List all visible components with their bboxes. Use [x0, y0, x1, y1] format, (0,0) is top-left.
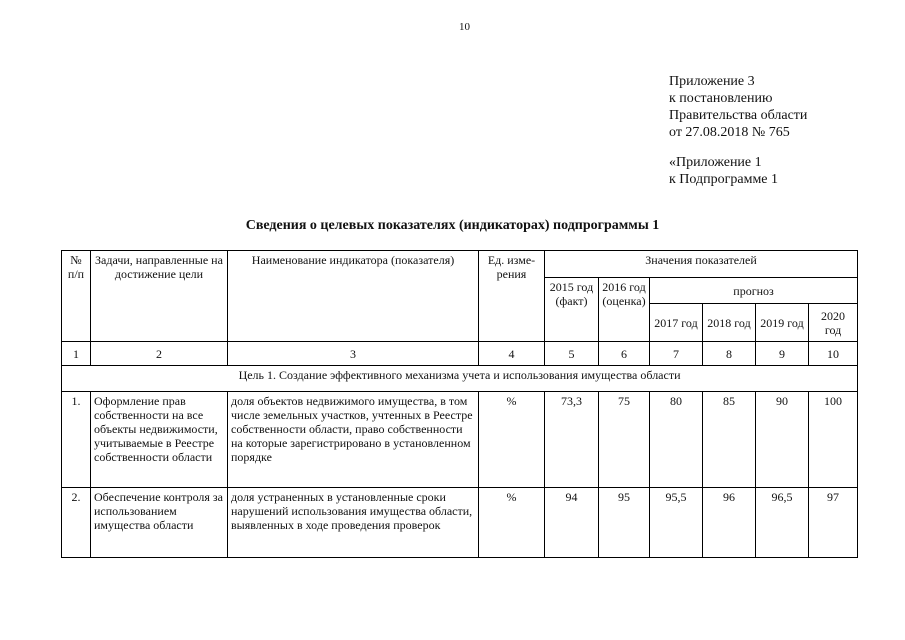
col-number: 3: [228, 342, 479, 366]
goal-row: Цель 1. Создание эффективного механизма учета и использования имущества области: [62, 366, 858, 392]
appendix-block: [669, 73, 807, 141]
page-number: 10: [459, 21, 470, 33]
row-indicator: доля устраненных в установленные сроки нарушений использования имущества области, выявленных в ходе проведения проверок: [228, 488, 479, 558]
col-number: 1: [62, 342, 91, 366]
appendix-prev-block: [669, 154, 778, 188]
header-2017: 2017 год: [650, 304, 703, 342]
row-2018: 85: [703, 392, 756, 488]
row-2016: 75: [599, 392, 650, 488]
header-num: № п/п: [62, 251, 91, 342]
row-2018: 96: [703, 488, 756, 558]
row-task: Оформление прав собственности на все объекты недвижимости, учитываемые в Реестре собственности области: [91, 392, 228, 488]
row-2017: 95,5: [650, 488, 703, 558]
col-number: 5: [545, 342, 599, 366]
header-2019: 2019 год: [756, 304, 809, 342]
col-number: 8: [703, 342, 756, 366]
row-2020: 100: [809, 392, 858, 488]
appendix-line: к постановлению: [669, 91, 773, 106]
col-number: 7: [650, 342, 703, 366]
col-number: 9: [756, 342, 809, 366]
header-unit: Ед. изме-рения: [479, 251, 545, 342]
appendix-prev-line: «Приложение 1: [669, 155, 762, 170]
document-title: Сведения о целевых показателях (индикаторах) подпрограммы 1: [245, 218, 660, 233]
header-2018: 2018 год: [703, 304, 756, 342]
row-2016: 95: [599, 488, 650, 558]
appendix-prev-line: к Подпрограмме 1: [669, 172, 779, 187]
header-2016: 2016 год (оценка): [599, 278, 650, 342]
col-number: 10: [809, 342, 858, 366]
row-unit: %: [479, 392, 545, 488]
col-number: 2: [91, 342, 228, 366]
header-values: Значения показателей: [545, 251, 858, 278]
row-2019: 90: [756, 392, 809, 488]
row-task: Обеспечение контроля за использованием имущества области: [91, 488, 228, 558]
row-2019: 96,5: [756, 488, 809, 558]
row-num: 2.: [62, 488, 91, 558]
indicators-table: [61, 250, 858, 558]
row-2020: 97: [809, 488, 858, 558]
header-tasks: Задачи, направленные на достижение цели: [91, 251, 228, 342]
col-number: 4: [479, 342, 545, 366]
row-num: 1.: [62, 392, 91, 488]
table-row: [62, 392, 858, 488]
row-unit: %: [479, 488, 545, 558]
header-indicator: Наименование индикатора (показателя): [228, 251, 479, 342]
table-row: [62, 488, 858, 558]
header-2020: 2020 год: [809, 304, 858, 342]
appendix-line: Правительства области: [669, 108, 808, 123]
header-forecast: прогноз: [650, 278, 858, 304]
row-2015: 94: [545, 488, 599, 558]
col-number: 6: [599, 342, 650, 366]
row-2017: 80: [650, 392, 703, 488]
appendix-line: Приложение 3: [669, 74, 755, 89]
row-2015: 73,3: [545, 392, 599, 488]
appendix-line: от 27.08.2018 № 765: [669, 125, 790, 140]
header-2015: 2015 год (факт): [545, 278, 599, 342]
row-indicator: доля объектов недвижимого имущества, в том числе земельных участков, учтенных в Реестре собственности области, право собственности на которые зарегистрировано в установленном порядке: [228, 392, 479, 488]
